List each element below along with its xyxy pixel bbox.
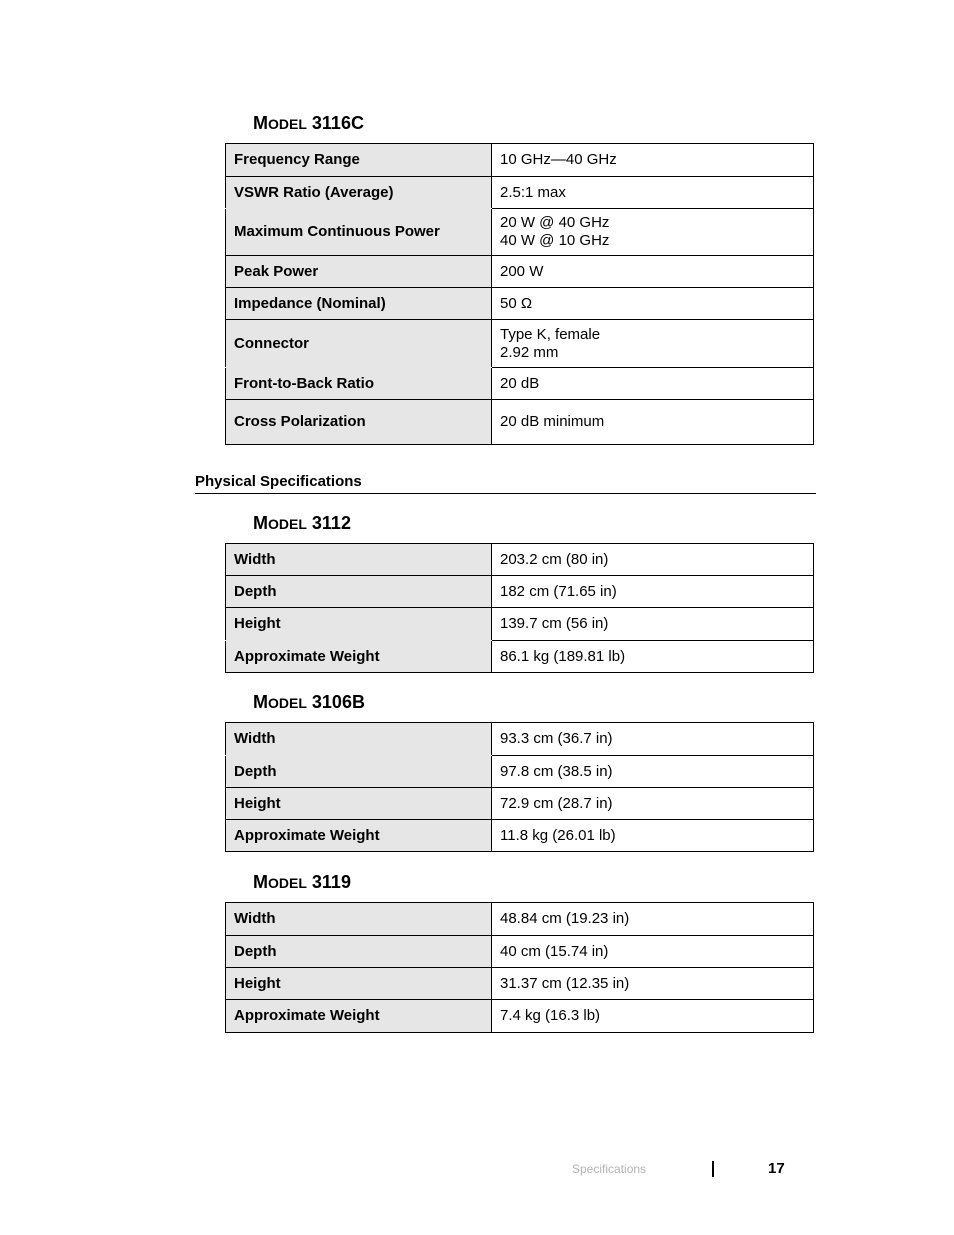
table-row: [226, 936, 814, 968]
row-value: 86.1 kg (189.81 lb): [492, 641, 814, 673]
row-value: 139.7 cm (56 in): [492, 608, 814, 641]
row-value: 48.84 cm (19.23 in): [492, 903, 814, 936]
row-value: 93.3 cm (36.7 in): [492, 723, 814, 756]
table-row: [226, 968, 814, 1000]
row-value: 10 GHz—40 GHz: [492, 144, 814, 177]
table-row: [226, 641, 814, 673]
table-row: [226, 788, 814, 820]
section-title: Physical Specifications: [195, 472, 816, 494]
row-label: Front-to-Back Ratio: [226, 368, 492, 400]
row-label: Cross Polarization: [226, 400, 492, 445]
table-row: [226, 544, 814, 576]
row-value: 2.5:1 max: [492, 177, 814, 209]
row-value: 40 cm (15.74 in): [492, 936, 814, 968]
row-value: 7.4 kg (16.3 lb): [492, 1000, 814, 1033]
model-3106b-heading: MODEL 3106B: [253, 692, 365, 712]
table-row: [226, 256, 814, 288]
row-label: Depth: [226, 756, 492, 788]
table-row: [226, 903, 814, 936]
table-row: [226, 756, 814, 788]
model-3106b-spec-table: [225, 722, 814, 852]
row-label: Height: [226, 788, 492, 820]
row-value: 20 dB minimum: [492, 400, 814, 445]
row-value: 97.8 cm (38.5 in): [492, 756, 814, 788]
row-label: Maximum Continuous Power: [226, 209, 492, 256]
row-value: 31.37 cm (12.35 in): [492, 968, 814, 1000]
table-row: [226, 723, 814, 756]
model-3116c-heading: MODEL 3116C: [253, 113, 364, 133]
row-value: 50 Ω: [492, 288, 814, 320]
table-row: [226, 820, 814, 852]
page-number: 17: [768, 1160, 785, 1177]
table-row: [226, 209, 814, 256]
row-label: Width: [226, 903, 492, 936]
row-value: 72.9 cm (28.7 in): [492, 788, 814, 820]
footer-separator: [712, 1161, 714, 1177]
table-row: [226, 368, 814, 400]
row-label: Approximate Weight: [226, 641, 492, 673]
row-label: Width: [226, 723, 492, 756]
model-3112-heading: MODEL 3112: [253, 513, 351, 533]
row-label: Frequency Range: [226, 144, 492, 177]
model-3112-spec-table: [225, 543, 814, 673]
row-value: 11.8 kg (26.01 lb): [492, 820, 814, 852]
model-3119-spec-table: [225, 902, 814, 1033]
row-label: Height: [226, 608, 492, 641]
table-row: [226, 400, 814, 445]
table-row: [226, 177, 814, 209]
row-value: 182 cm (71.65 in): [492, 576, 814, 608]
row-value: 200 W: [492, 256, 814, 288]
table-row: [226, 144, 814, 177]
table-row: [226, 576, 814, 608]
model-3119-heading: MODEL 3119: [253, 872, 351, 892]
row-label: Approximate Weight: [226, 820, 492, 852]
row-label: Width: [226, 544, 492, 576]
model-3116c-spec-table: [225, 143, 814, 445]
row-label: Impedance (Nominal): [226, 288, 492, 320]
row-value: 203.2 cm (80 in): [492, 544, 814, 576]
row-label: Connector: [226, 320, 492, 368]
table-row: [226, 320, 814, 368]
row-label: Depth: [226, 576, 492, 608]
row-label: Peak Power: [226, 256, 492, 288]
footer-section-name: Specifications: [572, 1162, 647, 1176]
row-value: Type K, female 2.92 mm: [492, 320, 814, 368]
row-value: 20 dB: [492, 368, 814, 400]
table-row: [226, 608, 814, 641]
row-label: VSWR Ratio (Average): [226, 177, 492, 209]
row-value: 20 W @ 40 GHz 40 W @ 10 GHz: [492, 209, 814, 256]
row-label: Depth: [226, 936, 492, 968]
row-label: Approximate Weight: [226, 1000, 492, 1033]
table-row: [226, 288, 814, 320]
row-label: Height: [226, 968, 492, 1000]
table-row: [226, 1000, 814, 1033]
